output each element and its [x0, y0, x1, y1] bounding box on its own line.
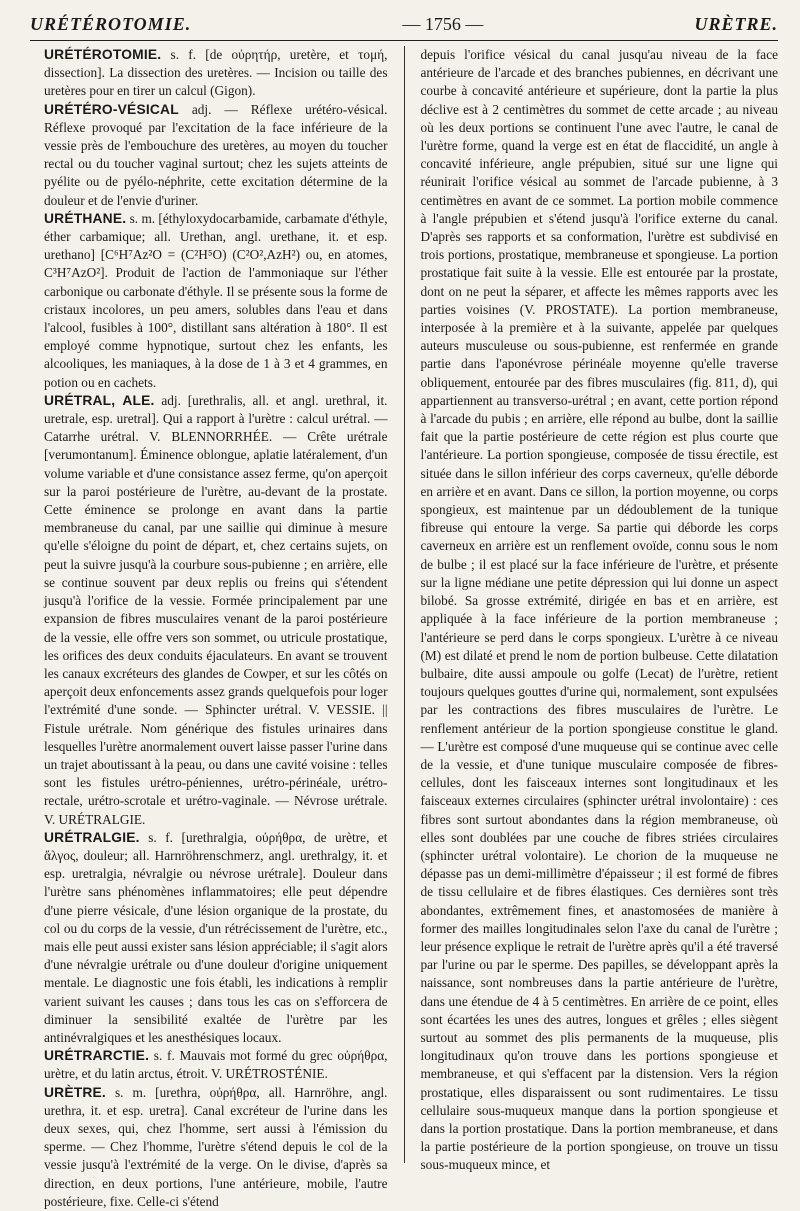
running-head — [30, 14, 778, 41]
headword: URÉTRALGIE. — [44, 829, 140, 845]
entry-text: s. f. [urethralgia, οὐρήθρα, de urètre, et ἄλγος, douleur; all. Harnröhrenschmerz, angl. urethralgy, it. et esp. uretralgia, névralgie ou névrose urétrale]. Douleur dans l'urètre sans phénomènes inflammatoires; elle peut dépendre d'une pierre vésicale, d'une lésion organique de la prostate, du col ou du corps de la vessie, d'un rétrécissement de l'urètre, etc., mais elle peut aussi exister sans lésion appréciable; il s'agit alors d'une névralgie urétrale ou d'une douleur d'origine uniquement mentale. Le diagnostic une fois établi, les indications à remplir varient suivant les causes ; dans tous les cas on s'efforcera de diminuer la sensibilité exaltée de l'urètre par les antinévralgiques et les anesthésiques locaux. — [44, 829, 388, 1045]
entry-urethane — [30, 210, 388, 392]
entry-uretral — [30, 392, 388, 829]
entry-text: s. m. [urethra, οὐρήθρα, all. Harnröhre, angl. urethra, it. et esp. uretra]. Canal excréteur de l'urine dans les deux sexes, qui, chez l'homme, sert aussi à l'émission du sperme. — Chez l'homme, l'urètre s'étend depuis le col de la vessie jusqu'à l'extrémité de la verge. On le divise, d'après sa direction, en deux portions, l'une antérieure, mobile, l'autre postérieure, fixe. Celle-ci s'étend — [44, 1084, 388, 1209]
column-divider — [404, 46, 405, 1163]
entry-uretero-vesical — [30, 101, 388, 210]
running-head-left: URÉTÉROTOMIE. — [30, 14, 192, 34]
entry-uretralgie — [30, 829, 388, 1047]
entry-uretrarctie — [30, 1047, 388, 1083]
headword: URÉTHANE. — [44, 210, 127, 226]
headword: URÉTÉRO-VÉSICAL — [44, 101, 179, 117]
entry-text: adj. — Réflexe urétéro-vésical. Réflexe provoqué par l'excitation de la face inférieure de la vessie près de l'embouchure des uretères, au moyen du toucher rectal ou du toucher vaginal surtout; chez les sujets atteints de pyélite ou de pyélo-néphrite, cette excitation détermine de la douleur et de l'envie d'uriner. — [44, 101, 388, 208]
right-column — [420, 46, 779, 1173]
headword: URÉTRARCTIE. — [44, 1048, 150, 1064]
page-number: — 1756 — — [402, 14, 484, 34]
entry-ureterotomie — [30, 46, 388, 101]
left-column — [30, 46, 388, 1209]
entry-text: s. f. Mauvais mot formé du grec οὐρήθρα, urètre, et du latin arctus, étroit. V. URÉTROSTÉNIE. — [44, 1048, 388, 1082]
headword: URÉTÉROTOMIE. — [44, 47, 162, 62]
text-columns — [30, 46, 778, 1209]
entry-text: s. f. [de οὐρητήρ, uretère, et τομή, dissection]. La dissection des uretères. — Incision ou taille des uretères pour en tirer un calcul (Gigon). — [44, 47, 388, 99]
headword: URÉTRAL, ALE. — [44, 392, 155, 408]
continued-entry-text: depuis l'orifice vésical du canal jusqu'au niveau de la face antérieure de l'arcade et des branches pubiennes, en décrivant une courbe à concavité antérieure et supérieure, dont la partie la plus déclive est à 2 centimètres du sommet de cette arcade ; au niveau où les deux portions se continuent l'une avec l'autre, le canal de l'urètre forme, quand la verge est en état de flaccidité, un angle à concavité inférieure, angle prépubien, situé sur une ligne qui réunirait l'orifice vésical au sommet de l'arcade pubienne, à 3 centimètres en avant de ce sommet. La portion mobile commence à l'angle prépubien et s'étend jusqu'à l'orifice externe du canal. D'après ses rapports et sa conformation, l'urètre est subdivisé en trois portions, prostatique, membraneuse et spongieuse. La portion prostatique fait suite à la vessie. Elle est entourée par la prostate, dont on ne peut la séparer, et affecte les mêmes rapports avec les parties voisines (V. PROSTATE). La portion membraneuse, interposée à la première et à la suivante, appelée par quelques auteurs musculeuse ou sous-pubienne, est renfermée en grande partie dans l'aponévrose périnéale moyenne qu'elle traverse obliquement, entourée par des fibres musculaires (fig. 811, d), qui appartiennent au transverso-urétral ; en avant, cette portion répond à l'arcade du pubis ; en arrière, elle répond au bulbe, dont la saillie fait que la partie postérieure de cette région est plus courte que l'antérieure. La portion spongieuse, composée de tissu érectile, est située dans le sillon inférieur des corps caverneux, qu'elle déborde en arrière et en avant. Dans ce sillon, la portion moyenne, ou corps spongieux, est maintenue par un dédoublement de la tunique fibreuse qui entoure la verge. Sa partie qui déborde les corps caverneux en arrière est un renflement ovoïde, connu sous le nom de bulbe ; il est placé sur la face inférieure de l'urètre, et présente sur la ligne médiane une petite dépression qui lui donne un aspect bilobé. Sa grosse extrémité, dirigée en bas et en arrière, est appliquée à la face inférieure de la portion membraneuse ; l'antérieure se perd dans le corps spongieux. L'urètre à ce niveau (M) est dilaté et prend le nom de portion bulbeuse. Cette dilatation bulbaire, dite aussi ampoule ou golfe (Lecat) de l'urètre, retient toujours quelques gouttes d'urine qui, normalement, sont expulsées par les contractions des fibres musculaires de l'urètre. Le renflement antérieur de la portion spongieuse constitue le gland. — L'urètre est composé d'une muqueuse qui se continue avec celle de la vessie, et d'une tunique musculaire composée de fibres-cellules, dont les faisceaux internes sont longitudinaux et les faisceaux externes circulaires (sphincter urétral involontaire) : ces fibres sont surtout abondantes dans la région membraneuse, où elles sont doublées par une couche de fibres striées circulaires (sphincter urétral volontaire). Le chorion de la muqueuse ne dépasse pas un demi-millimètre d'épaisseur ; il est formé de fibres de tissu cellulaire et de fibres élastiques. Ces dernières sont très abondantes, extrêmement fines, et anastomosées de manière à former des mailles longitudinales selon l'axe du canal de l'urètre ; leur présence explique le retrait de l'urètre après qu'il a été traversé par l'urine ou par le sperme. Des papilles, se développant après la naissance, sont nombreuses dans la partie antérieure de l'urètre, dans une étendue de 4 à 5 centimètres. En arrière de ce point, elles sont écartées les unes des autres, longues et grêles ; elles siègent surtout au sommet des plis permanents de la muqueuse, plis longitudinaux qu'on trouve dans les portions spongieuse et membraneuse, et qui s'effacent par la distension. Vers la région prostatique, elles disparaissent ou sont rudimentaires. Le tissu cellulaire sous-muqueux manque dans la portion spongieuse et dans la portion prostatique. Dans la portion membraneuse, et dans la partie postérieure de la portion spongieuse, on trouve un tissu sous-muqueux mince, et — [420, 47, 778, 1173]
entry-uretre — [30, 1084, 388, 1211]
entry-text: adj. [urethralis, all. et angl. urethral, it. uretrale, esp. uretral]. Qui a rapport à l'urètre : calcul urétral. — Catarrhe urétral. V. BLENNORRHÉE. — Crête urétrale [verumontanum]. Éminence oblongue, aplatie latéralement, d'un volume variable et d'une consistance assez ferme, qu'on aperçoit sur la paroi postérieure de l'urètre, au-devant de la prostate. Cette éminence se prolonge en avant dans la partie membraneuse du canal, par une saillie qui diminue à mesure qu'elle s'éloigne du point de départ, et, chez certains sujets, on peut la suivre jusqu'à la courbure sous-pubienne ; en arrière, elle se continue souvent par deux replis ou freins qui s'étendent jusqu'à l'orifice de la vessie. Formée principalement par une expansion de fibres musculaires venant de la paroi postérieure de la vessie, elle offre vers son sommet, ou utricule prostatique, les orifices des deux conduits éjaculateurs. En avant se trouvent les canaux excréteurs des glandes de Cowper, et sur les côtés on aperçoit deux enfoncements assez grands quelquefois pour loger l'extrémité d'une sonde. — Sphincter urétral. V. VESSIE. || Fistule urétrale. Nom générique des fistules urinaires dans lesquelles l'urètre anormalement ouvert laisse passer l'urine dans un trajet aboutissant à la peau, ou dans une cavité voisine : telles sont les fistules urétro-péniennes, urétro-périnéale, urétro-rectale, urétro-scrotale et urétro-vaginale. — Névrose urétrale. V. URÉTRALGIE. — [44, 392, 388, 827]
entry-text: s. m. [éthyloxydocarbamide, carbamate d'éthyle, éther carbamique; all. Urethan, angl. urethane, it. et esp. urethano] [C⁶H⁷Az²O = (C²H⁵O) (C²O²,AzH²) ou, en atomes, C³H⁷AzO²]. Produit de l'action de l'ammoniaque sur l'éther carbonique ou carbonate d'éthyle. Il se présente sous la forme de cristaux incolores, un peu amers, solubles dans l'eau et dans l'alcool, fusibles à 100°, distillant sans altération à 180°. Il est employé comme hypnotique, surtout chez les enfants, les alcooliques, les maniaques, à la dose de 1 à 3 et 4 grammes, en potion ou en cachets. — [44, 210, 388, 390]
running-head-right: URÈTRE. — [694, 14, 778, 34]
headword: URÈTRE. — [44, 1084, 106, 1100]
